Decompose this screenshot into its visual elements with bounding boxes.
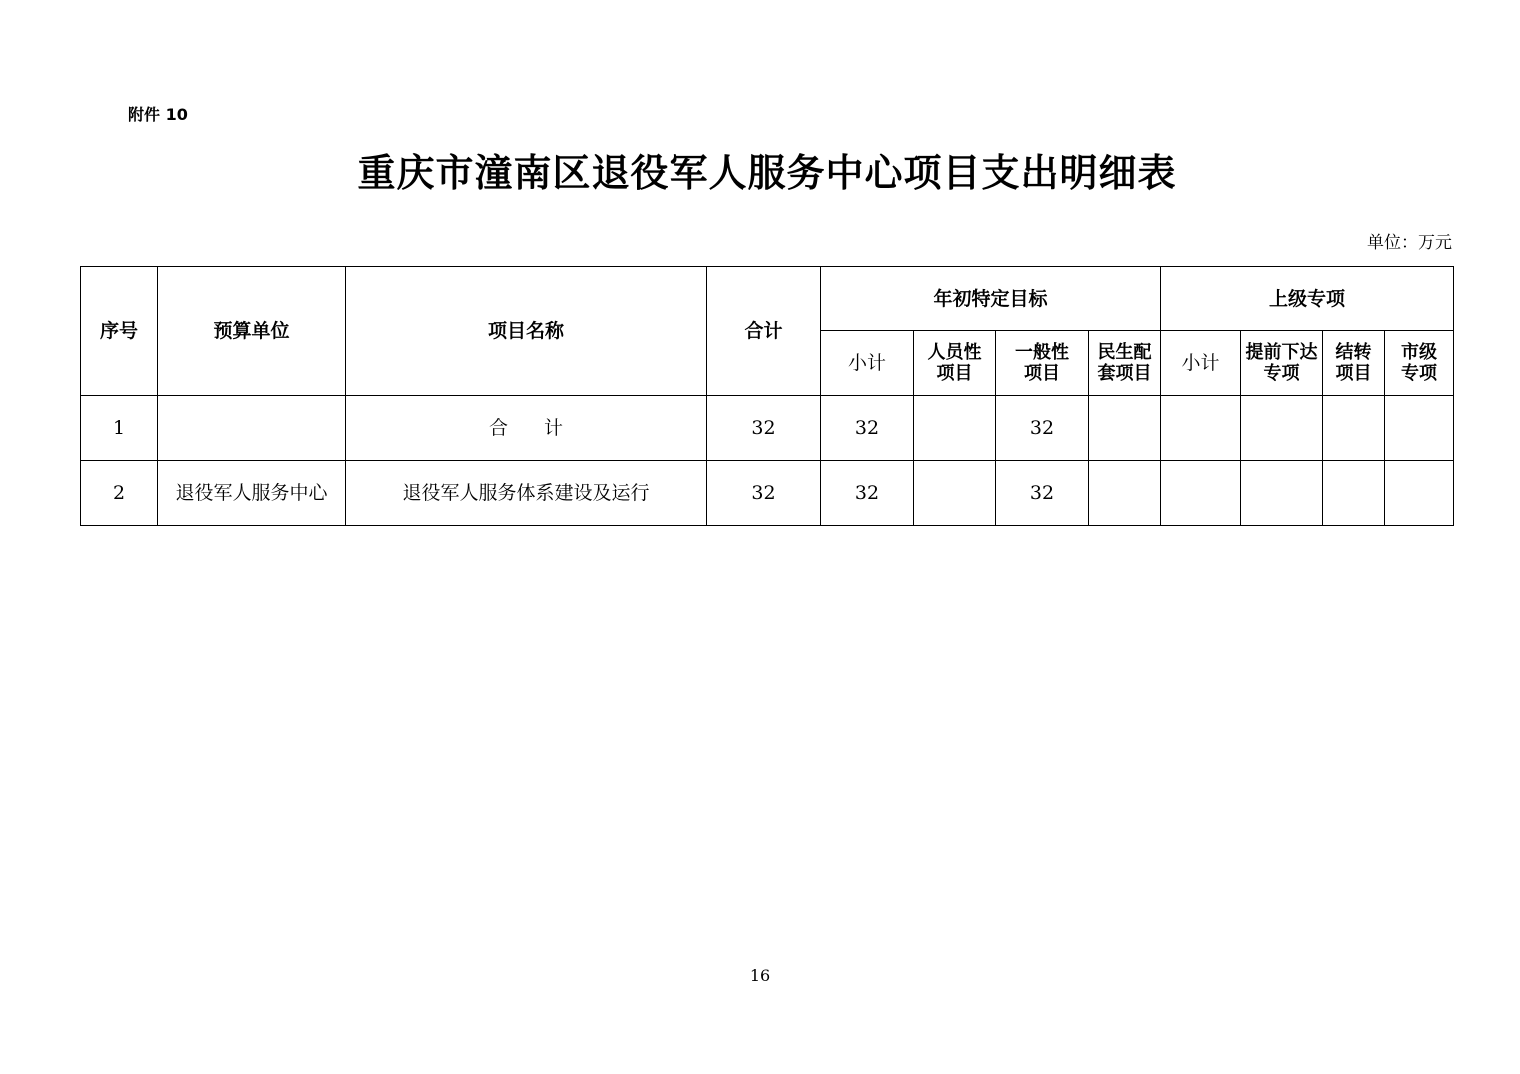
cell-carryover (1323, 461, 1385, 526)
cell-general: 32 (996, 461, 1089, 526)
header-city (1385, 331, 1454, 396)
cell-seq: 2 (81, 461, 158, 526)
cell-general: 32 (996, 396, 1089, 461)
header-advance (1241, 331, 1323, 396)
cell-carryover (1323, 396, 1385, 461)
header-advance-line2: 专项 (1263, 363, 1300, 384)
cell-total: 32 (707, 396, 821, 461)
cell-seq: 1 (81, 396, 158, 461)
header-general-line2: 项目 (1024, 363, 1060, 384)
header-personnel (914, 331, 996, 396)
expenditure-table (80, 266, 1454, 526)
cell-livelihood (1089, 461, 1161, 526)
table-row (81, 396, 1454, 461)
table-row (81, 461, 1454, 526)
cell-city (1385, 461, 1454, 526)
header-general-line1: 一般性 (1015, 342, 1069, 363)
cell-total: 32 (707, 461, 821, 526)
header-group-superior: 上级专项 (1161, 267, 1454, 331)
page-title: 重庆市潼南区退役军人服务中心项目支出明细表 (357, 151, 1177, 195)
cell-project-name: 退役军人服务体系建设及运行 (346, 461, 707, 526)
cell-budget-unit (158, 396, 346, 461)
header-row-1 (81, 267, 1454, 331)
cell-livelihood (1089, 396, 1161, 461)
cell-superior-subtotal (1161, 461, 1241, 526)
cell-budget-unit: 退役军人服务中心 (158, 461, 346, 526)
header-budget-unit: 预算单位 (158, 267, 346, 396)
header-personnel-line2: 项目 (936, 363, 973, 384)
header-carryover-line2: 项目 (1335, 363, 1372, 384)
header-carryover-line1: 结转 (1335, 342, 1372, 363)
cell-project-name (346, 396, 707, 461)
cell-annual-subtotal: 32 (821, 396, 914, 461)
header-city-line1: 市级 (1401, 342, 1438, 363)
header-city-line2: 专项 (1401, 363, 1438, 384)
header-seq: 序号 (81, 267, 158, 396)
total-label: 合计 (488, 417, 599, 439)
attachment-label: 附件 10 (128, 105, 188, 124)
header-livelihood (1089, 331, 1161, 396)
header-advance-line1: 提前下达 (1245, 342, 1318, 363)
header-livelihood-line2: 套项目 (1097, 363, 1152, 384)
header-annual-subtotal: 小计 (821, 331, 914, 396)
header-livelihood-line1: 民生配 (1097, 342, 1152, 363)
header-personnel-line1: 人员性 (927, 342, 982, 363)
header-project-name: 项目名称 (346, 267, 707, 396)
cell-personnel (914, 461, 996, 526)
cell-annual-subtotal: 32 (821, 461, 914, 526)
header-general (996, 331, 1089, 396)
header-superior-subtotal: 小计 (1161, 331, 1241, 396)
cell-advance (1241, 461, 1323, 526)
cell-superior-subtotal (1161, 396, 1241, 461)
header-carryover (1323, 331, 1385, 396)
header-total: 合计 (707, 267, 821, 396)
unit-label: 单位：万元 (1367, 233, 1452, 253)
page-number: 16 (749, 966, 771, 985)
cell-advance (1241, 396, 1323, 461)
header-group-annual: 年初特定目标 (821, 267, 1161, 331)
cell-city (1385, 396, 1454, 461)
cell-personnel (914, 396, 996, 461)
